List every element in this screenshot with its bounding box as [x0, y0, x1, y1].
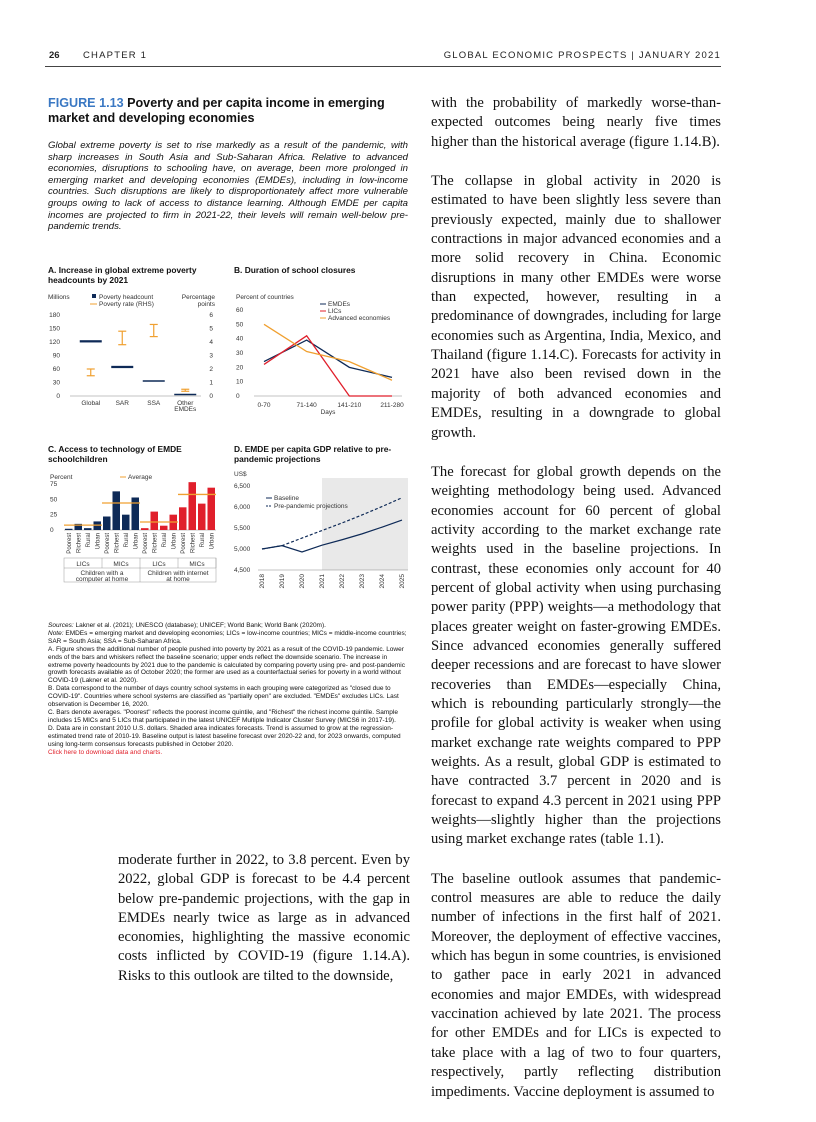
body-text-left: moderate further in 2022, to 3.8 percent. Even by 2022, global GDP is forecast to be 4.4 percent below pre-pandemic projections, with the gap in EMDEs nearly twice as large as in advanced economies, highlighting the massive economic costs inflicted by COVID-19 (figure 1.14.A). Risks to this outlook are tilted to the downside,	[118, 852, 410, 984]
supergroup-label: at home	[166, 576, 190, 583]
y-tick-label: 150	[49, 325, 60, 333]
download-data-link[interactable]: Click here to download data and charts.	[48, 748, 163, 756]
legend-label: EMDEs	[328, 301, 351, 308]
x-tick-label: Rural	[85, 533, 92, 548]
x-tick-label: Global	[81, 400, 101, 407]
note-c: C. Bars denote averages. "Poorest" reflects the poorest income quintile, and "Richest" the richest income quintile. Sample includes 15 MICs and 5 LICs that participated in the latest UNICEF Multiple Indicator Cluster Survey (MICS6 in 2017-19).	[48, 708, 398, 724]
panel-b-chart	[234, 290, 414, 420]
y-tick-label: 4,500	[234, 567, 251, 574]
panel-c-title: C. Access to technology of EMDE schoolchildren	[48, 444, 182, 464]
page-header	[45, 50, 721, 64]
x-tick-label: Urban	[171, 533, 178, 550]
x-tick-label: Rural	[161, 533, 168, 548]
x-tick-label: Richest	[114, 533, 121, 554]
figure-description: Global extreme poverty is set to rise markedly as a result of the pandemic, with sharp increases in South Asia and Sub-Saharan Africa. Relative to advanced economies, disruptions to schooling have, on average, been more prolonged in emerging market and developing economies (EMDEs), including in low-income countries. Such disruptions are likely to disproportionately affect more vulnerable groups owing to lack of access to distance learning. Although EMDE per capita incomes are projected to firm in 2021-22, their levels will remain well-below pre-pandemic trends.	[48, 140, 408, 233]
access-bar	[65, 529, 73, 530]
note-b: B. Data correspond to the number of days country school systems in each grouping were categorized as "closed due to COVID-19". Countries where school systems are classified as "partially open" are excluded. "EMDEs" excludes LICs. Last observation is December 16, 2020.	[48, 685, 399, 709]
access-bar	[198, 504, 206, 530]
group-label: MICs	[189, 561, 205, 568]
access-bar	[179, 507, 187, 530]
note-text: EMDEs = emerging market and developing economies; LICs = low-income countries; MICs = middle-income countries; SAR = South Asia; SSA = Sub-Saharan Africa.	[48, 629, 407, 645]
legend-label: Advanced economies	[328, 315, 391, 322]
x-tick-label: 2018	[259, 574, 266, 589]
body-paragraph: with the probability of markedly worse-than-expected outcomes being nearly five times higher than the historical average (figure 1.14.B).	[431, 95, 721, 150]
x-tick-label: Other	[177, 400, 194, 407]
y-tick-label: 180	[49, 312, 60, 319]
access-bar	[189, 482, 197, 530]
body-text-right	[431, 94, 721, 1122]
y-tick-label: 0	[50, 527, 54, 534]
access-bar	[151, 512, 159, 530]
x-tick-label: Poorest	[66, 533, 73, 554]
x-tick-label: 2021	[319, 574, 326, 589]
headcount-bar	[174, 394, 196, 396]
access-bar	[160, 526, 168, 530]
sources-note	[48, 622, 410, 630]
y-axis-label: Millions	[48, 294, 70, 301]
definitions-note	[48, 630, 410, 646]
y-tick-label: 5,500	[234, 525, 251, 532]
chapter-label: CHAPTER 1	[83, 50, 148, 61]
x-tick-label: 0-70	[257, 402, 271, 409]
x-tick-label: EMDEs	[174, 406, 197, 413]
panel-d-title: D. EMDE per capita GDP relative to pre-pandemic projections	[234, 444, 392, 464]
x-tick-label: Urban	[133, 533, 140, 550]
y2-tick-label: 3	[209, 352, 213, 360]
forecast-shade	[322, 478, 408, 570]
y-tick-label: 90	[52, 352, 60, 360]
y-tick-label: 120	[49, 339, 60, 346]
x-tick-label: Poorest	[104, 533, 111, 554]
figure-number: FIGURE 1.13	[48, 96, 124, 110]
headcount-bar	[80, 340, 102, 342]
x-tick-label: Poorest	[180, 533, 187, 554]
y-tick-label: 30	[236, 350, 244, 357]
y-tick-label: 75	[50, 481, 58, 488]
x-tick-label: 141-210	[337, 402, 362, 409]
x-tick-label: 71-140	[296, 402, 317, 409]
y-tick-label: 20	[236, 364, 244, 372]
sources-text: Lakner et al. (2021); UNESCO (database); UNICEF; World Bank; World Bank (2020m).	[75, 622, 326, 629]
supergroup-label: Children with a	[80, 570, 124, 577]
figure-title	[48, 96, 410, 126]
y2-tick-label: 5	[209, 325, 213, 333]
y-axis-label: Percent of countries	[236, 294, 294, 301]
figure-notes	[48, 622, 410, 756]
figure-title-text: Poverty and per capita income in emerging market and developing economies	[48, 96, 385, 125]
legend-label: Baseline	[274, 495, 299, 502]
y-axis-label: US$	[234, 471, 247, 478]
y-tick-label: 60	[52, 366, 60, 373]
y-tick-label: 50	[50, 496, 58, 504]
y-tick-label: 6,000	[234, 504, 251, 511]
legend-label: Poverty rate (RHS)	[99, 301, 154, 308]
panel-d-chart	[234, 470, 414, 610]
y2-tick-label: 0	[209, 393, 213, 400]
note-d: D. Data are in constant 2010 U.S. dollars. Shaded area indicates forecasts. Trend is assumed to grow at the regression-estimated trend rate of 2010-19. Baseline output is latest baseline forecast over 2020-22 and, for 2023 onwards, computed using long-term consensus forecasts published in October 2020.	[48, 724, 401, 748]
y-tick-label: 0	[56, 393, 60, 400]
x-axis-label: Days	[320, 409, 336, 416]
x-tick-label: 211-280	[380, 402, 404, 409]
access-bar	[84, 528, 92, 530]
legend-label: Average	[128, 474, 153, 481]
access-bar	[113, 491, 121, 530]
y-tick-label: 40	[236, 335, 244, 343]
x-tick-label: 2019	[279, 574, 286, 589]
group-label: MICs	[113, 561, 129, 568]
legend-label: Poverty headcount	[99, 294, 154, 301]
panel-a-title: A. Increase in global extreme poverty headcounts by 2021	[48, 265, 197, 285]
x-tick-label: Richest	[76, 533, 83, 554]
x-tick-label: 2025	[399, 574, 406, 589]
y-tick-label: 6,500	[234, 483, 251, 490]
y2-tick-label: 1	[209, 379, 213, 387]
y-tick-label: 50	[236, 321, 244, 329]
supergroup-label: computer at home	[75, 576, 129, 583]
group-label: LICs	[152, 561, 166, 568]
body-paragraph: The baseline outlook assumes that pandemic-control measures are able to reduce the daily number of infections in the first half of 2021. Moreover, the deployment of effective vaccines, which has begun in some countries, is envisioned to gather pace in early 2021 in advanced economies and major EMDEs, with widespread vaccination achieved by late 2021. The process for other EMDEs and for LICs is expected to take place with a lag of two to four quarters, respectively, partly reflecting distribution impediments. Vaccine deployment is assumed to	[431, 870, 721, 1100]
legend-label: Pre-pandemic projections	[274, 503, 348, 510]
panel-a-chart	[48, 290, 228, 420]
y-tick-label: 25	[50, 511, 58, 519]
y2-tick-label: 6	[209, 312, 213, 319]
access-bar	[141, 528, 149, 530]
access-bar	[122, 515, 130, 530]
series-line-lics	[264, 336, 392, 396]
x-tick-label: 2020	[299, 574, 306, 589]
page-number: 26	[49, 50, 60, 61]
y-tick-label: 30	[52, 379, 60, 387]
x-tick-label: Rural	[199, 533, 206, 548]
access-bar	[103, 517, 111, 530]
body-paragraph: The collapse in global activity in 2020 is estimated to have been slightly less severe than previously expected, mainly due to shallower contractions in major advanced economies and a more solid recovery in China. Economic disruptions in many other EMDEs were worse than expected, however, resulting in a predominance of downgrades, including for large economies such as Argentina, India, Mexico, and Thailand (figure 1.14.C). Forecasts for activity in 2021 have also been revised down in the majority of both advanced economies and EMDEs, resulting in a downgrade to global growth.	[431, 173, 721, 441]
panel-b-title: B. Duration of school closures	[234, 265, 356, 275]
y2-axis-label: points	[197, 301, 215, 308]
x-tick-label: Richest	[152, 533, 159, 554]
legend-swatch	[92, 294, 96, 298]
x-tick-label: 2023	[359, 574, 366, 589]
y-axis-label: Percent	[50, 474, 73, 481]
y-tick-label: 10	[236, 378, 244, 386]
body-paragraph: The forecast for global growth depends on the weighting methodology being used. Advanced economies account for 60 percent of global activity according to the market exchange rate weights used in the baseline projections. In contrast, these economies only account for 40 percent of global activity when using purchasing power parity (PPP) weights—a methodology that places greater weight on faster-growing EMDEs. Since advanced economies generally suffered deeper recessions and are forecast to have slower recoveries than EMDEs—especially China, which is rebounding particularly strongly—the profile for global activity is weaker when using market exchange rate weights compared to PPP weights. As a result, global GDP is estimated to have contracted 3.7 percent in 2020 and is forecast to expand 4.3 percent in 2021 using PPP weights—slightly higher than the projections using market exchange rates (table 1.1).	[431, 463, 721, 848]
group-label: LICs	[76, 561, 90, 568]
x-tick-label: 2022	[339, 574, 346, 589]
header-rule	[45, 66, 721, 67]
y-tick-label: 0	[236, 393, 240, 400]
x-tick-label: Urban	[95, 533, 102, 550]
headcount-bar	[143, 380, 165, 382]
x-tick-label: Urban	[209, 533, 216, 550]
legend-label: LICs	[328, 308, 342, 315]
x-tick-label: Richest	[190, 533, 197, 554]
y2-tick-label: 2	[209, 366, 213, 373]
x-tick-label: Poorest	[142, 533, 149, 554]
headcount-bar	[111, 366, 133, 368]
x-tick-label: SSA	[147, 400, 161, 407]
note-a: A. Figure shows the additional number of people pushed into poverty by 2021 as a result of the COVID-19 pandemic. Lower ends of the bars and whiskers reflect the baseline scenario; upper ends reflect the downside scenario. The increase in extreme poverty headcounts by 2021 due to the pandemic is calculated by comparing poverty using pre- and post-pandemic growth forecasts available as of October 2020; the former are used as a counterfactual series for poverty in a world without COVID-19 (Lakner et al. 2020).	[48, 645, 405, 685]
x-tick-label: Rural	[123, 533, 130, 548]
x-tick-label: SAR	[115, 400, 129, 407]
y2-tick-label: 4	[209, 339, 213, 346]
y-tick-label: 5,000	[234, 546, 251, 553]
y-tick-label: 60	[236, 307, 244, 314]
y2-axis-label: Percentage	[181, 294, 215, 301]
panel-c-chart	[48, 470, 228, 610]
x-tick-label: 2024	[379, 574, 386, 589]
supergroup-label: Children with internet	[147, 570, 209, 577]
publication-title: GLOBAL ECONOMIC PROSPECTS | JANUARY 2021	[443, 50, 721, 61]
sources-label: Sources:	[48, 622, 74, 629]
note-label: Note:	[48, 629, 64, 637]
